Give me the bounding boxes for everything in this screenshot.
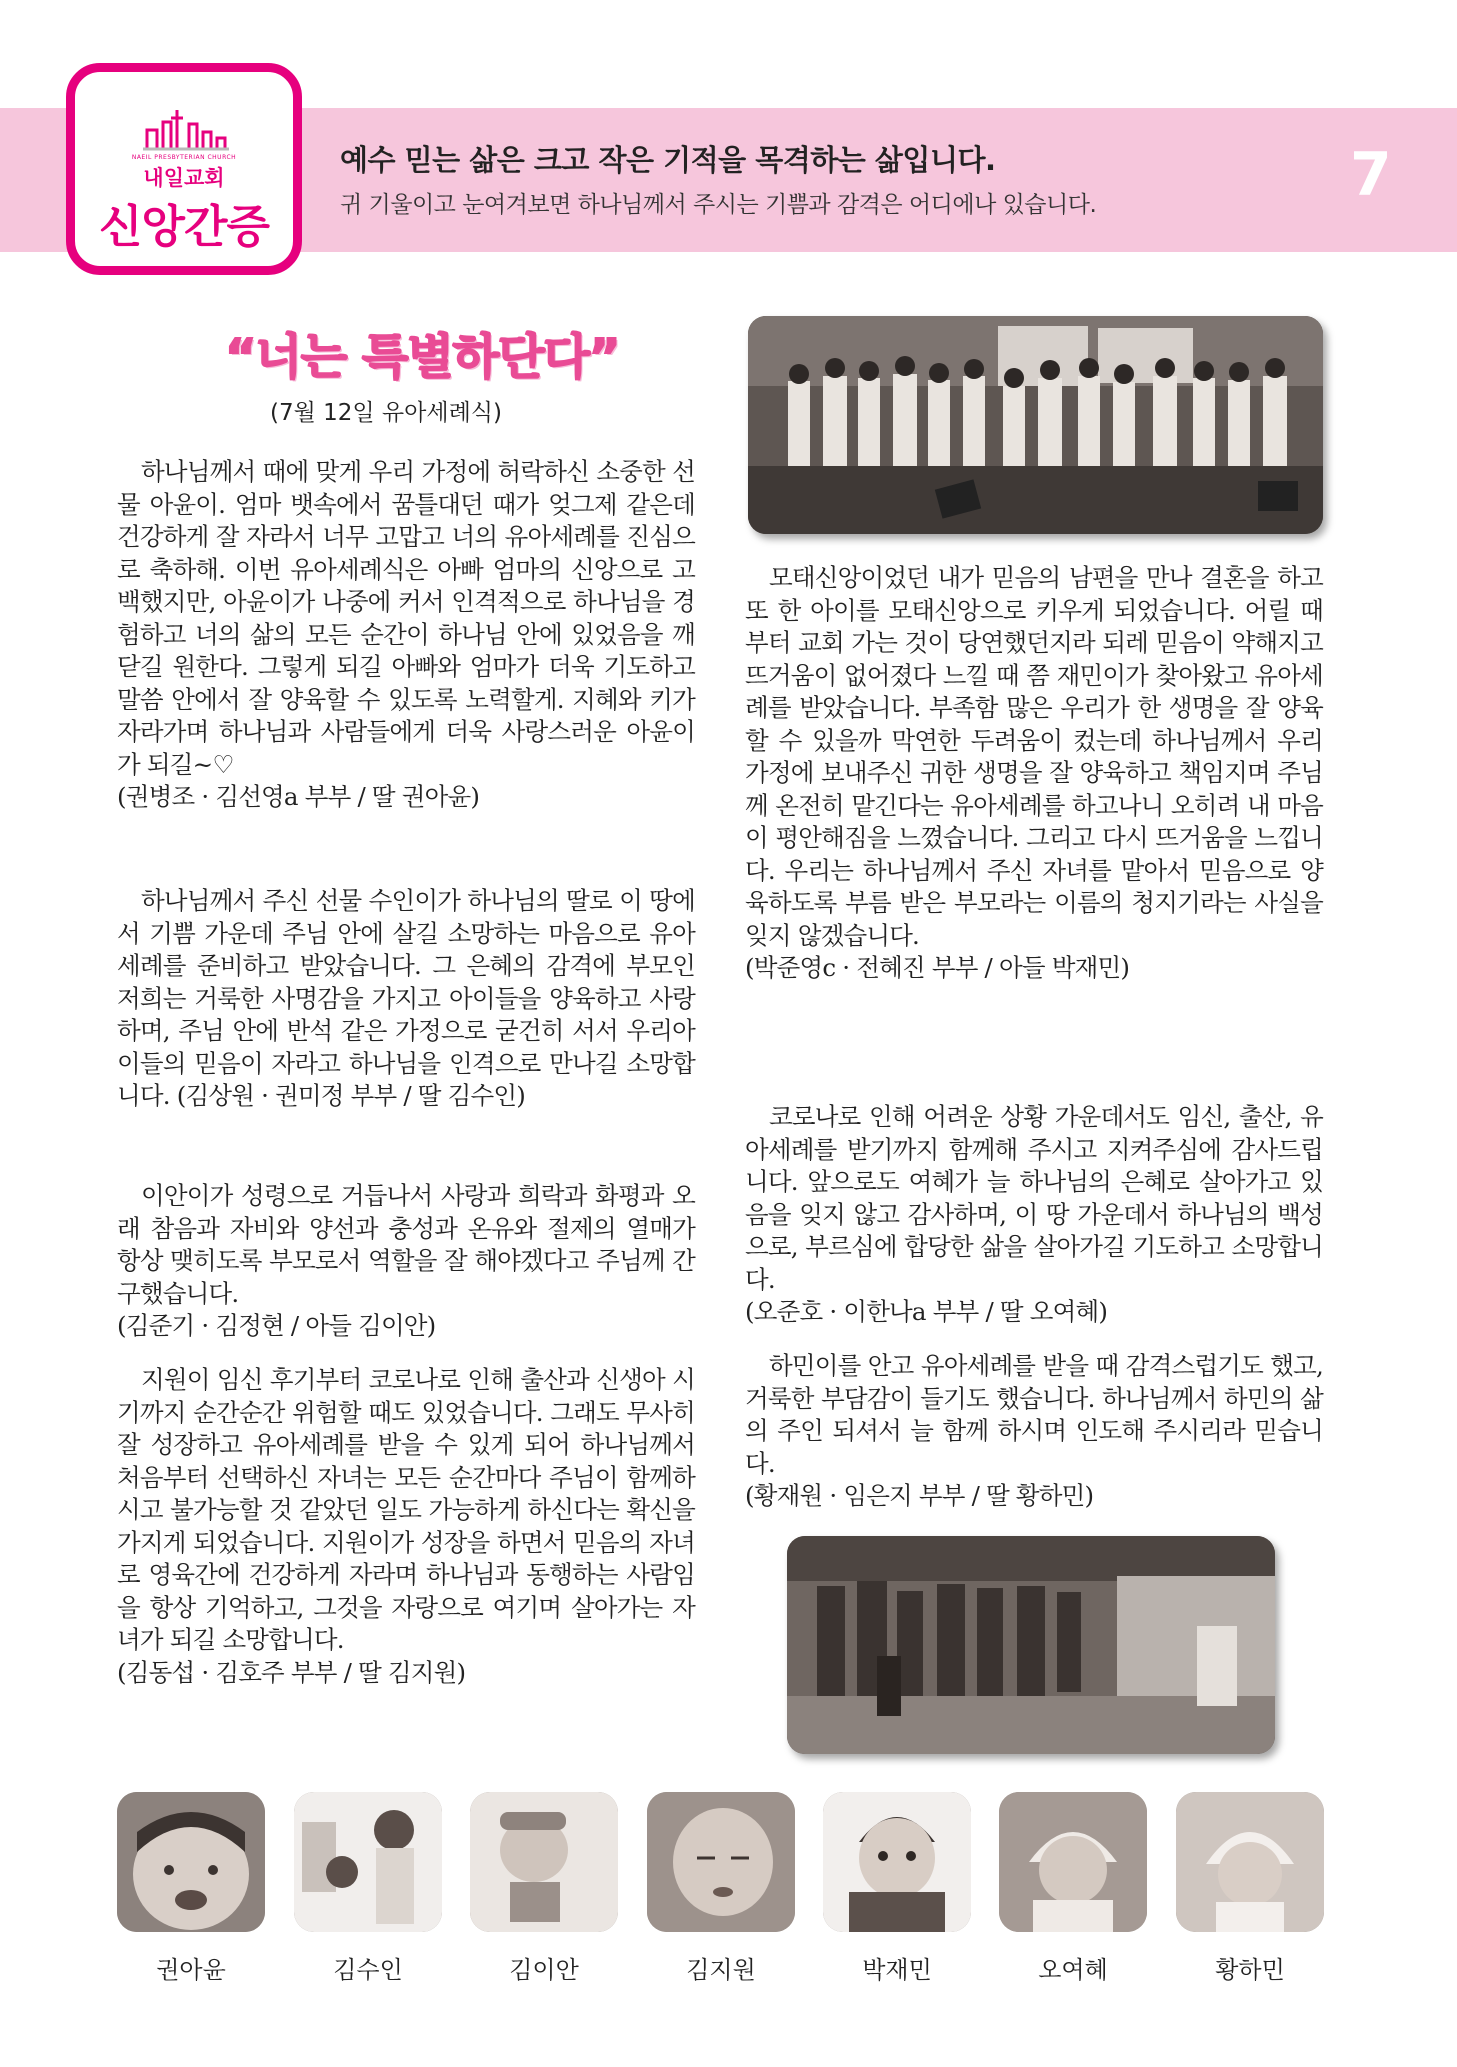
baby-photo-icon [823,1792,971,1932]
testimony-4 [117,1364,695,1689]
testimony-6 [745,1101,1323,1329]
baptism-ceremony-photo [787,1536,1275,1754]
child-name: 박재민 [862,1956,932,1984]
section-logo [66,63,302,275]
child-photo-5 [823,1792,971,1932]
logo-subtitle: NAEIL PRESBYTERIAN CHURCH [131,154,237,161]
section-title: 신앙간증 [99,200,269,253]
baby-photo-icon [999,1792,1147,1932]
testimony-7 [745,1350,1323,1513]
testimony-5 [745,562,1323,985]
baby-photo-icon [1176,1792,1324,1932]
testimony-2 [117,885,695,1113]
testimony-3 [117,1180,695,1343]
testimony-signature: (김준기 · 김정현 / 아들 김이안) [117,1311,436,1340]
testimony-signature: (오준호 · 이한나a 부부 / 딸 오여혜) [745,1297,1108,1326]
testimony-text: 이안이가 성령으로 거듭나서 사랑과 희락과 화평과 오래 참음과 자비와 양선과 충성과 온유와 절제의 열매가 항상 맺히도록 부모로서 역할을 잘 해야겠다고 주님께 간구했습니다. [117,1181,695,1308]
child-name: 황하민 [1215,1956,1285,1984]
article-title: “너는 특별하단다” [225,329,620,385]
testimony-signature: (황재원 · 임은지 부부 / 딸 황하민) [745,1481,1094,1510]
church-logo-icon [141,104,231,152]
child-photo-7 [1176,1792,1324,1932]
testimony-text: 하나님께서 주신 선물 수인이가 하나님의 딸로 이 땅에서 기쁨 가운데 주님 안에 살길 소망하는 마음으로 유아세례를 준비하고 받았습니다. 그 은혜의 감격에 부모인 저희는 거룩한 사명감을 가지고 아이들을 양육하고 사랑하며, 주님 안에 반석 같은 가정으로 굳건히 서서 우리아이들의 믿음이 자라고 하나님을 인격으로 만나길 소망합니다. [117,886,695,1110]
article-subtitle: (7월 12일 유아세례식) [270,400,502,426]
child-name: 오여혜 [1038,1956,1108,1984]
testimony-text: 코로나로 인해 어려운 상황 가운데서도 임신, 출산, 유아세례를 받기까지 함께해 주시고 지켜주심에 감사드립니다. 앞으로도 여혜가 늘 하나님의 은혜로 살아가고 있음을 잊지 않고 감사하며, 이 땅 가운데서 하나님의 백성으로, 부르심에 합당한 삶을 살아가길 기도하고 소망합니다. [745,1102,1323,1294]
logo-name: 내일교회 [143,166,225,190]
child-photo-6 [999,1792,1147,1932]
child-name: 김지원 [686,1956,756,1984]
header-subline: 귀 기울이고 눈여겨보면 하나님께서 주시는 기쁨과 감격은 어디에나 있습니다. [340,192,1097,218]
baby-photo-icon [294,1792,442,1932]
testimony-text: 하민이를 안고 유아세례를 받을 때 감격스럽기도 했고, 거룩한 부담감이 들기도 했습니다. 하나님께서 하민의 삶의 주인 되셔서 늘 함께 하시며 인도해 주시리라 믿습니다. [745,1351,1323,1478]
baptism-stage-photo [748,316,1323,534]
testimony-signature: (김상원 · 권미정 부부 / 딸 김수인) [176,1081,526,1110]
testimony-text: 모태신앙이었던 내가 믿음의 남편을 만나 결혼을 하고 또 한 아이를 모태신앙으로 키우게 되었습니다. 어릴 때부터 교회 가는 것이 당연했던지라 되레 믿음이 약해지고 뜨거움이 없어졌다 느낄 때 쯤 재민이가 찾아왔고 유아세례를 받았습니다. 부족함 많은 우리가 한 생명을 잘 양육할 수 있을까 막연한 두려움이 컸는데 하나님께서 우리 가정에 보내주신 귀한 생명을 잘 양육하고 책임지며 주님께 온전히 맡긴다는 유아세례를 하고나니 오히려 내 마음이 평안해짐을 느꼈습니다. 그리고 다시 뜨거움을 느낍니다. 우리는 하나님께서 주신 자녀를 맡아서 믿음으로 양육하도록 부름 받은 부모라는 이름의 청지기라는 사실을 잊지 않겠습니다. [745,563,1323,950]
page-number: 7 [1350,140,1392,210]
header-headline: 예수 믿는 삶은 크고 작은 기적을 목격하는 삶입니다. [340,143,996,177]
child-photo-1 [117,1792,265,1932]
ceremony-photo-image [787,1536,1275,1754]
baby-photo-icon [647,1792,795,1932]
testimony-signature: (권병조 · 김선영a 부부 / 딸 권아윤) [117,782,480,811]
testimony-1 [117,456,695,814]
child-photo-2 [294,1792,442,1932]
baby-photo-icon [470,1792,618,1932]
child-photo-4 [647,1792,795,1932]
child-name: 김이안 [509,1956,579,1984]
testimony-text: 지원이 임신 후기부터 코로나로 인해 출산과 신생아 시기까지 순간순간 위험할 때도 있었습니다. 그래도 무사히 잘 성장하고 유아세례를 받을 수 있게 되어 하나님께서 처음부터 선택하신 자녀는 모든 순간마다 주님이 함께하시고 불가능할 것 같았던 일도 가능하게 하신다는 확신을 가지게 되었습니다. 지원이가 성장을 하면서 믿음의 자녀로 영육간에 건강하게 자라며 하나님과 동행하는 사람임을 항상 기억하고, 그것을 자랑으로 여기며 살아가는 자녀가 되길 소망합니다. [117,1365,695,1654]
child-photo-3 [470,1792,618,1932]
child-name: 권아윤 [156,1956,226,1984]
testimony-signature: (박준영c · 전혜진 부부 / 아들 박재민) [745,953,1130,982]
stage-photo-image [748,316,1323,534]
testimony-signature: (김동섭 · 김호주 부부 / 딸 김지원) [117,1657,466,1687]
baby-photo-icon [117,1792,265,1932]
child-name: 김수인 [333,1956,403,1984]
testimony-text: 하나님께서 때에 맞게 우리 가정에 허락하신 소중한 선물 아윤이. 엄마 뱃속에서 꿈틀대던 때가 엊그제 같은데 건강하게 잘 자라서 너무 고맙고 너의 유아세례를 진심으로 축하해. 이번 유아세례식은 아빠 엄마의 신앙으로 고백했지만, 아윤이가 나중에 커서 인격적으로 하나님을 경험하고 너의 삶의 모든 순간이 하나님 안에 있었음을 깨닫길 원한다. 그렇게 되길 아빠와 엄마가 더욱 기도하고 말씀 안에서 잘 양육할 수 있도록 노력할게. 지혜와 키가 자라가며 하나님과 사람들에게 더욱 사랑스러운 아윤이가 되길~♡ [117,457,695,779]
